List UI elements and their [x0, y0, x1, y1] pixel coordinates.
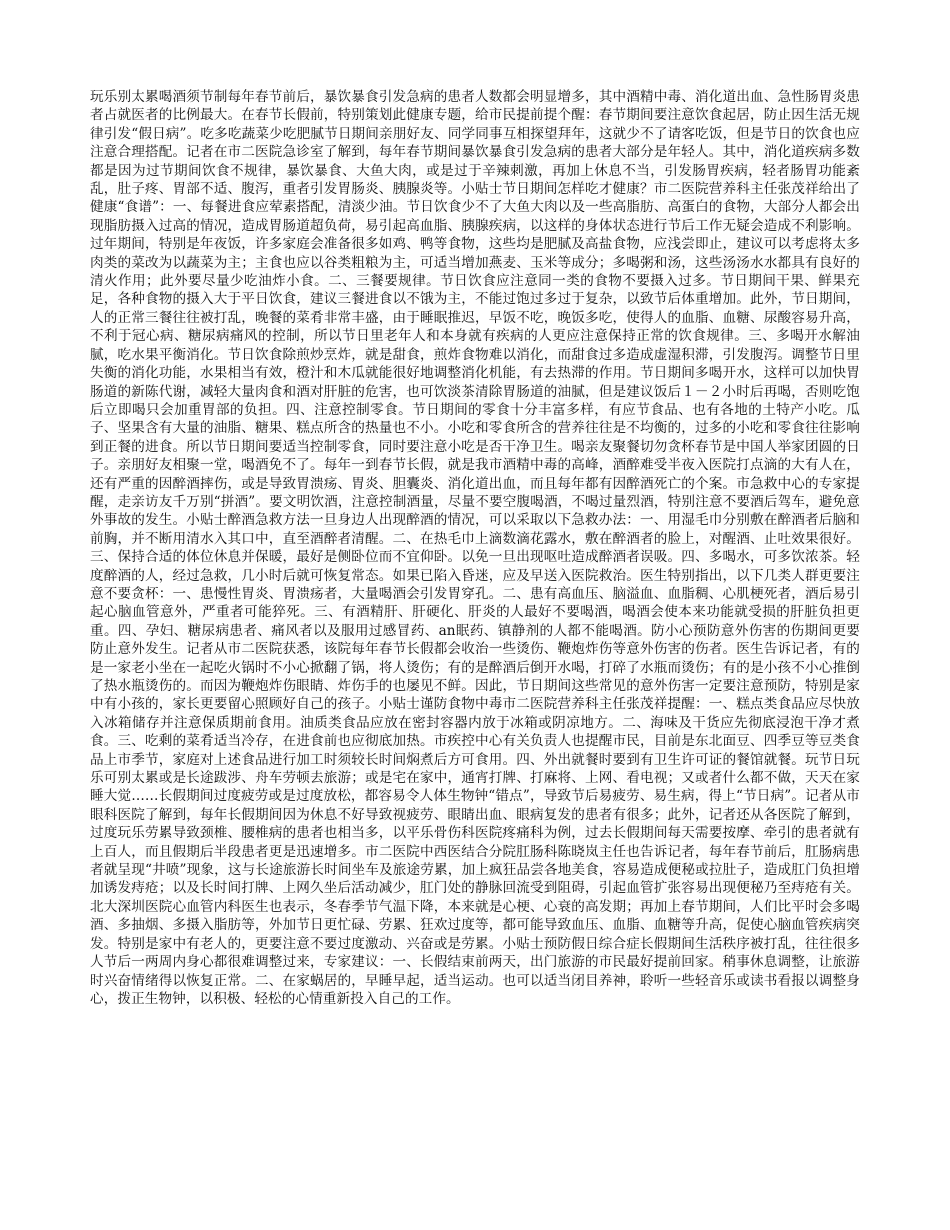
article-body-text: 玩乐别太累喝酒须节制每年春节前后，暴饮暴食引发急病的患者人数都会明显增多，其中酒精中毒、消化道出血、急性肠胃炎患者占就医者的比例最大。在春节长假前，特别策划此健康专题，给市民提前提个醒：春节期间要注意饮食起居，防止因生活无规律引发“假日病”。吃多吃蔬菜少吃肥腻节日期间亲朋好友、同学同事互相探望拜年，这就少不了请客吃饭，但是节日的饮食也应注意合理搭配。记者在市二医院急诊室了解到，每年春节期间暴饮暴食引发急病的患者大部分是年轻人。其中，消化道疾病多数都是因为过节期间饮食不规律，暴饮暴食、大鱼大肉，或是过于辛辣刺激，再加上休息不当，引发肠胃疾病，轻者肠胃功能紊乱，肚子疼、胃部不适、腹泻，重者引发胃肠炎、胰腺炎等。小贴士节日期间怎样吃才健康？市二医院营养科主任张茂祥给出了健康“食谱”：一、每餐进食应荤素搭配，清淡少油。节日饮食少不了大鱼大肉以及一些高脂肪、高蛋白的食物，大部分人都会出现脂肪摄入过高的情况，造成胃肠道超负荷，易引起高血脂、胰腺疾病，以这样的身体状态进行节后工作无疑会造成不利影响。过年期间，特别是年夜饭，许多家庭会准备很多如鸡、鸭等食物，这些均是肥腻及高盐食物，应浅尝即止，建议可以考虑将太多肉类的菜改为以蔬菜为主；主食也应以谷类粗粮为主，可适当增加燕麦、玉米等成分；多喝粥和汤，这些汤汤水水都具有良好的清火作用；此外要尽量少吃油炸小食。二、三餐要规律。节日饮食应注意同一类的食物不要摄入过多。节日期间干果、鲜果充足，各种食物的摄入大于平日饮食，建议三餐进食以不饿为主，不能过饱过多过于复杂，以致节后体重增加。此外，节日期间，人的正常三餐往往被打乱，晚餐的菜肴非常丰盛，由于睡眠推迟，早饭不吃，晚饭多吃，使得人的血脂、血糖、尿酸容易升高，不利于冠心病、糖尿病痛风的控制，所以节日里老年人和本身就有疾病的人更应注意保持正常的饮食规律。三、多喝开水解油腻，吃水果平衡消化。节日饮食除煎炒烹炸，就是甜食，煎炸食物难以消化，而甜食过多造成虚湿积滞，引发腹泻。调整节日里失衡的消化功能，水果相当有效，橙汁和木瓜就能很好地调整消化机能，有去热滞的作用。节日期间多喝开水，这样可以加快胃肠道的新陈代谢，减轻大量肉食和酒对肝脏的危害，也可饮淡茶清除胃肠道的油腻，但是建议饭后１－２小时后再喝，否则吃饱后立即喝只会加重胃部的负担。四、注意控制零食。节日期间的零食十分丰富多样，有应节食品、也有各地的土特产小吃。瓜子、坚果含有大量的油脂、糖果、糕点所含的热量也不小。小吃和零食所含的营养往往是不均衡的，过多的小吃和零食往往影响到正餐的进食。所以节日期间要适当控制零食，同时要注意小吃是否干净卫生。喝亲友聚餐切勿贪杯春节是中国人举家团圆的日子。亲朋好友相聚一堂，喝酒免不了。每年一到春节长假，就是我市酒精中毒的高峰，酒醉难受半夜入医院打点滴的大有人在，还有严重的因醉酒摔伤，或是导致胃溃疡、胃炎、胆囊炎、消化道出血，而且每年都有因醉酒死亡的个案。市急救中心的专家提醒，走亲访友千万别“拼酒”。要文明饮酒，注意控制酒量，尽量不要空腹喝酒，不喝过量烈酒，特别注意不要酒后驾车，避免意外事故的发生。小贴士醉酒急救方法一旦身边人出现醉酒的情况，可以采取以下急救办法：一、用湿毛巾分别敷在醉酒者后脑和前胸，并不断用清水入其口中，直至酒醉者清醒。二、在热毛巾上滴数滴花露水，敷在醉酒者的脸上，对醒酒、止吐效果很好。三、保持合适的体位休息并保暖，最好是侧卧位而不宜仰卧。以免一旦出现呕吐造成醉酒者误吸。四、多喝水，可多饮浓茶。轻度醉酒的人，经过急救，几小时后就可恢复常态。如果已陷入昏迷，应及早送入医院救治。医生特别指出，以下几类人群更要注意不要贪杯：一、患慢性胃炎、胃溃疡者，大量喝酒会引发胃穿孔。二、患有高血压、脑溢血、血脂稠、心肌梗死者，酒后易引起心脑血管意外，严重者可能猝死。三、有酒精肝、肝硬化、肝炎的人最好不要喝酒，喝酒会使本来功能就受损的肝脏负担更重。四、孕妇、糖尿病患者、痛风者以及服用过感冒药、an眠药、镇静剂的人都不能喝酒。防小心预防意外伤害的伤期间更要防止意外发生。记者从市二医院获悉，该院每年春节长假都会收治一些烫伤、鞭炮炸伤等意外伤害的伤者。医生告诉记者，有的是一家老小坐在一起吃火锅时不小心掀翻了锅，将人烫伤；有的是醉酒后倒开水喝，打碎了水瓶而烫伤；有的是小孩不小心推倒了热水瓶烫伤的。而因为鞭炮炸伤眼睛、炸伤手的也屡见不鲜。因此，节日期间这些常见的意外伤害一定要注意预防，特别是家中有小孩的，家长更要留心照顾好自己的孩子。小贴士谨防食物中毒市二医院营养科主任张茂祥提醒：一、糕点类食品应尽快放入冰箱储存并注意保质期前食用。油质类食品应放在密封容器内放于冰箱或阴凉地方。二、海味及干货应先彻底浸泡干净才煮食。三、吃剩的菜肴适当冷存，在进食前也应彻底加热。市疾控中心有关负责人也提醒市民，目前是东北面豆、四季豆等豆类食品上市季节，家庭对上述食品进行加工时须较长时间焖煮后方可食用。四、外出就餐时要到有卫生许可证的餐馆就餐。玩节日玩乐可别太累或是长途跋涉、舟车劳顿去旅游；或是宅在家中，通宵打牌、打麻将、上网、看电视；又或者什么都不做，天天在家睡大觉……长假期间过度疲劳或是过度放松，都容易令人体生物钟“错点”，导致节后易疲劳、易生病，得上“节日病”。记者从市眼科医院了解到，每年长假期间因为休息不好导致视疲劳、眼睛出血、眼病复发的患者有很多；此外，记者还从各医院了解到，过度玩乐劳累导致颈椎、腰椎病的患者也相当多，以平乐骨伤科医院疼痛科为例，过去长假期间每天需要按摩、牵引的患者就有上百人，而且假期后半段患者更是迅速增多。市二医院中西医结合分院肛肠科陈晓岚主任也告诉记者，每年春节前后，肛肠病患者就呈现“井喷”现象，这与长途旅游长时间坐车及旅途劳累，加上疯狂品尝各地美食，容易造成便秘或拉肚子，造成肛门负担增加诱发痔疮；以及长时间打牌、上网久坐后活动减少，肛门处的静脉回流受到阻碍，引起血管扩张容易出现便秘乃至痔疮有关。北大深圳医院心血管内科医生也表示，冬春季节气温下降，本来就是心梗、心衰的高发期；再加上春节期间，人们比平时会多喝酒、多抽烟、多摄入脂肪等，外加节日更忙碌、劳累、狂欢过度等，都可能导致血压、血脂、血糖等升高，促使心脑血管疾病突发。特别是家中有老人的，更要注意不要过度激动、兴奋或是劳累。小贴士预防假日综合症长假期间生活秩序被打乱，往往很多人节后一两周内身心都很难调整过来，专家建议：一、长假结束前两天，出门旅游的市民最好提前回家。稍事休息调整，让旅游时兴奋情绪得以恢复正常。二、在家蜗居的，早睡早起，适当运动。也可以适当闭目养神，聆听一些轻音乐或读书看报以调整身心，拨正生物钟，以积极、轻松的心情重新投入自己的工作。 [90, 89, 860, 1007]
document-page [90, 88, 860, 1188]
